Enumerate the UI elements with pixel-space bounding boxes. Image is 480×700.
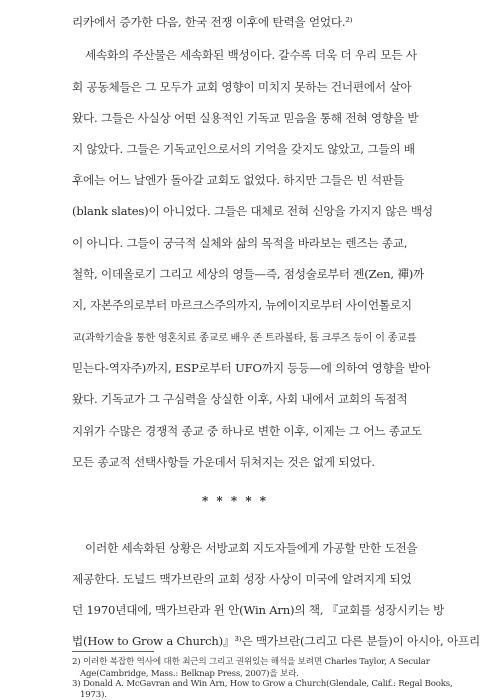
body-line: 지위가 수많은 경쟁적 종교 중 하나로 변한 이후, 이제는 그 어느 종교도: [72, 424, 422, 438]
body-line: 지, 자본주의로부터 마르크스주의까지, 뉴에이지로부터 사이언톨로지: [72, 298, 412, 312]
body-line: 후에는 어느 날엔가 돌아갈 교회도 없었다. 하지만 그들은 빈 석판들: [72, 173, 404, 187]
body-line: 회 공동체들은 그 모두가 교회 영향이 미치지 못하는 건너편에서 살아: [72, 80, 412, 94]
footnote-line: Age(Cambridge, Mass.: Belknap Press, 2007)을 보라.: [80, 669, 299, 679]
body-line: 이 아니다. 그들이 궁극적 실체와 삶의 목적을 바라보는 렌즈는 종교,: [72, 236, 408, 250]
body-line: 모든 종교적 선택사항들 가운데서 뒤쳐지는 것은 없게 되었다.: [72, 455, 375, 469]
body-line: 던 1970년대에, 맥가브란과 윈 안(Win Arn)의 책, 『교회를 성장시키는 방: [72, 603, 445, 617]
body-line: 왔다. 기독교가 그 구심력을 상실한 이후, 사회 내에서 교회의 독점적: [72, 392, 408, 406]
body-line: (blank slates)이 아니었다. 그들은 대체로 전혀 신앙을 가지지 않은 백성: [72, 204, 433, 218]
section-separator: * * * * *: [201, 494, 269, 508]
footnote-line: 2) 이러한 복잡한 역사에 대한 최근의 그리고 권위있는 해석을 보려면 Charles Taylor, A Secular: [72, 657, 430, 667]
body-line: 철학, 이데올로기 그리고 세상의 영들—즉, 점성술로부터 젠(Zen, 禪)까: [72, 267, 425, 281]
footnote-line: 3) Donald A. McGavran and Win Arn, How to Grow a Church(Glendale, Calif.: Regal Books,: [72, 679, 453, 689]
paragraph-start-line: 세속화의 주산물은 세속화된 백성이다. 갈수록 더욱 더 우리 모든 사: [85, 48, 417, 62]
footnote-divider: [72, 651, 154, 652]
footnote-line: 1973).: [80, 690, 107, 700]
paragraph-start-line: 이러한 세속화된 상황은 서방교회 지도자들에게 가공할 만한 도전을: [85, 541, 418, 555]
body-line: 믿는다-역자주)까지, ESP로부터 UFO까지 등등—에 의하여 영향을 받아: [72, 361, 431, 375]
body-line: 지 않았다. 그들은 기독교인으로서의 기억을 갖지도 않았고, 그들의 배: [72, 142, 415, 156]
body-line: 왔다. 그들은 사실상 어떤 실용적인 기독교 믿음을 통해 전혀 영향을 받: [72, 111, 419, 125]
body-line: 교(과학기술을 통한 영혼치료 종교로 배우 존 트라볼타, 톰 크루즈 등이 이 종교를: [72, 333, 417, 344]
body-line: 리카에서 증가한 다음, 한국 전쟁 이후에 탄력을 얻었다.²⁾: [72, 15, 353, 29]
body-line: 법(How to Grow a Church)』³⁾은 맥가브란(그리고 다른 분들)이 아시아, 아프리: [72, 634, 480, 648]
body-line: 제공한다. 도널드 맥가브란의 교회 성장 사상이 미국에 알려지게 되었: [72, 572, 412, 586]
